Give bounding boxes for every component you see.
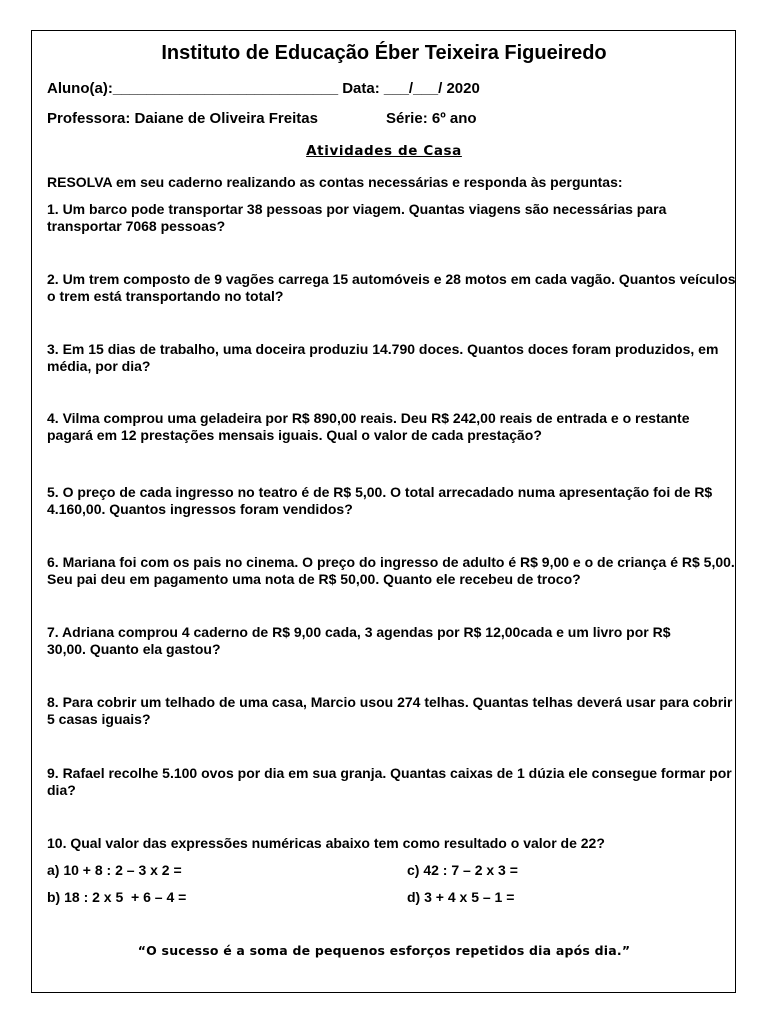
question-9: 9. Rafael recolhe 5.100 ovos por dia em sua granja. Quantas caixas de 1 dúzia ele consegue formar por dia?	[47, 765, 732, 798]
question-5: 5. O preço de cada ingresso no teatro é de R$ 5,00. O total arrecadado numa apresentação foi de R$ 4.160,00. Quantos ingressos foram vendidos?	[47, 484, 713, 517]
question-10: 10. Qual valor das expressões numéricas abaixo tem como resultado o valor de 22?	[47, 835, 605, 851]
activity-title: Atividades de Casa	[306, 143, 462, 159]
motivational-quote: “O sucesso é a soma de pequenos esforços repetidos dia após dia.”	[137, 943, 631, 958]
question-3: 3. Em 15 dias de trabalho, uma doceira produziu 14.790 doces. Quantos doces foram produzidos, em média, por dia?	[47, 341, 719, 374]
teacher-line: Professora: Daiane de Oliveira Freitas	[47, 110, 318, 127]
expression-c: c) 42 : 7 – 2 x 3 =	[407, 862, 518, 878]
question-6: 6. Mariana foi com os pais no cinema. O preço do ingresso de adulto é R$ 9,00 e o de criança é R$ 5,00. Seu pai deu em pagamento uma nota de R$ 50,00. Quanto ele recebeu de troco?	[47, 554, 735, 587]
question-8: 8. Para cobrir um telhado de uma casa, Marcio usou 274 telhas. Quantas telhas deverá usar para cobrir 5 casas iguais?	[47, 694, 733, 727]
student-date-line: Aluno(a):___________________________ Data: ___/___/ 2020	[47, 80, 480, 97]
grade-line: Série: 6º ano	[386, 110, 477, 127]
expression-a: a) 10 + 8 : 2 – 3 x 2 =	[47, 862, 182, 878]
expression-b: b) 18 : 2 x 5 + 6 – 4 =	[47, 889, 187, 905]
expression-d: d) 3 + 4 x 5 – 1 =	[407, 889, 515, 905]
question-4: 4. Vilma comprou uma geladeira por R$ 890,00 reais. Deu R$ 242,00 reais de entrada e o restante pagará em 12 prestações mensais iguais. Qual o valor de cada prestação?	[47, 410, 690, 443]
school-title: Instituto de Educação Éber Teixeira Figueiredo	[161, 42, 607, 64]
question-7: 7. Adriana comprou 4 caderno de R$ 9,00 cada, 3 agendas por R$ 12,00cada e um livro por R$ 30,00. Quanto ela gastou?	[47, 624, 671, 657]
question-1: 1. Um barco pode transportar 38 pessoas por viagem. Quantas viagens são necessárias para transportar 7068 pessoas?	[47, 201, 667, 234]
instruction-text: RESOLVA em seu caderno realizando as contas necessárias e responda às perguntas:	[47, 174, 623, 190]
question-2: 2. Um trem composto de 9 vagões carrega 15 automóveis e 28 motos em cada vagão. Quantos veículos o trem está transportando no total?	[47, 271, 736, 304]
